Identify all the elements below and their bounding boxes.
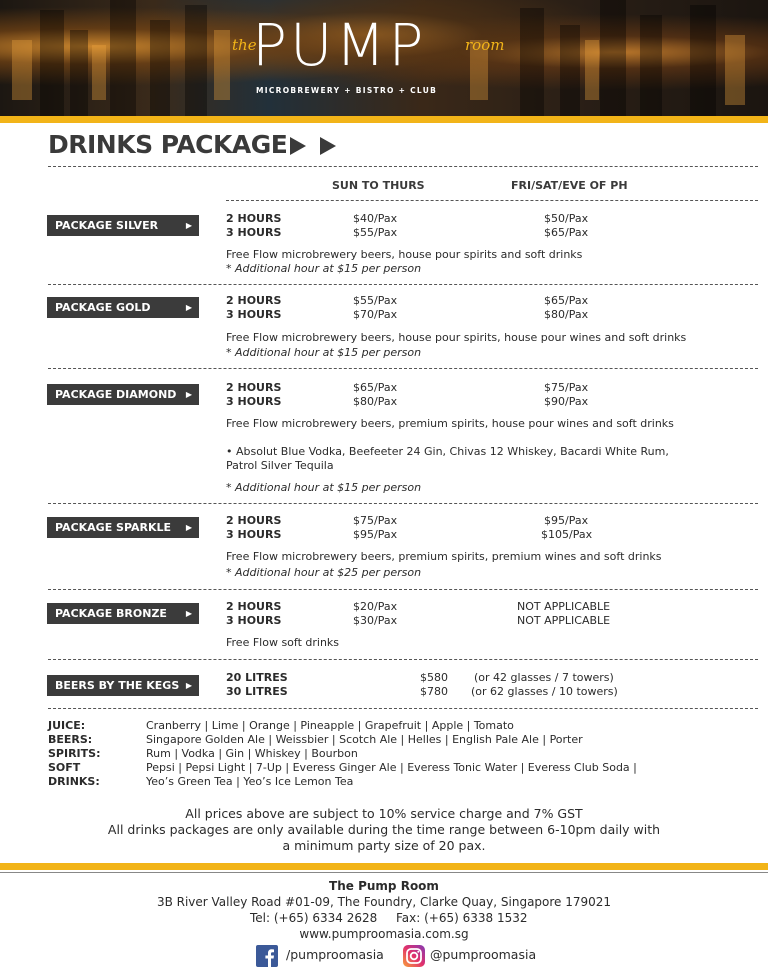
price-weekend: NOT APPLICABLE <box>517 614 611 627</box>
facebook-icon <box>256 945 278 967</box>
double-arrow-icon <box>290 136 340 156</box>
package-diamond-label: PACKAGE DIAMOND ▶ <box>47 384 199 405</box>
play-arrow-icon: ▶ <box>185 303 192 312</box>
terms-line: a minimum party size of 20 pax. <box>282 838 486 853</box>
divider <box>226 200 758 201</box>
keg-price: $780 <box>420 685 448 698</box>
package-bronze-label: PACKAGE BRONZE ▶ <box>47 603 199 624</box>
package-description: Free Flow microbrewery beers, house pour spirits, house pour wines and soft drinks <box>226 331 687 344</box>
duration: 2 HOURS <box>226 514 282 527</box>
package-note: * Additional hour at $15 per person <box>226 481 422 494</box>
price-weekend: NOT APPLICABLE <box>517 600 611 613</box>
footer-accent-bar <box>0 863 768 870</box>
website-link[interactable]: www.pumproomasia.com.sg <box>299 927 469 941</box>
duration: 2 HOURS <box>226 294 282 307</box>
beers-list: Singapore Golden Ale | Weissbier | Scotch Ale | Helles | English Pale Ale | Porter <box>146 733 583 746</box>
terms-line: All drinks packages are only available during the time range between 6-10pm daily with <box>107 822 661 837</box>
keg-size: 20 LITRES <box>226 671 288 684</box>
package-note: * Additional hour at $15 per person <box>226 346 422 359</box>
package-description: Free Flow microbrewery beers, premium spirits, premium wines and soft drinks <box>226 550 662 563</box>
price-weekend: $80/Pax <box>544 308 589 321</box>
play-arrow-icon: ▶ <box>185 221 192 230</box>
terms-line: All prices above are subject to 10% service charge and 7% GST <box>185 806 583 821</box>
venue-address: 3B River Valley Road #01-09, The Foundry, Clarke Quay, Singapore 179021 <box>156 895 612 909</box>
soft-drinks-label: DRINKS: <box>48 775 100 788</box>
package-description: Free Flow microbrewery beers, premium spirits, house pour wines and soft drinks <box>226 417 674 430</box>
keg-detail: (or 62 glasses / 10 towers) <box>471 685 618 698</box>
divider <box>48 503 758 504</box>
package-description: Free Flow microbrewery beers, house pour spirits and soft drinks <box>226 248 583 261</box>
premium-spirits-list: Patrol Silver Tequila <box>226 459 334 472</box>
divider <box>48 589 758 590</box>
price-weekend: $90/Pax <box>544 395 589 408</box>
divider <box>48 659 758 660</box>
footer-divider <box>0 872 768 873</box>
price-weekday: $65/Pax <box>353 381 398 394</box>
price-weekend: $95/Pax <box>544 514 589 527</box>
logo-pump-text: PUMP <box>252 11 427 79</box>
logo-the-text: the <box>232 36 257 54</box>
facebook-handle: /pumproomasia <box>286 947 384 962</box>
facebook-link[interactable] <box>256 945 396 967</box>
soft-drinks-label: SOFT <box>48 761 81 774</box>
duration: 2 HOURS <box>226 600 282 613</box>
header-banner <box>0 0 768 116</box>
price-weekday: $40/Pax <box>353 212 398 225</box>
instagram-icon <box>403 945 425 967</box>
price-weekend: $65/Pax <box>544 294 589 307</box>
duration: 2 HOURS <box>226 212 282 225</box>
spirits-label: SPIRITS: <box>48 747 101 760</box>
price-weekday: $70/Pax <box>353 308 398 321</box>
price-weekday: $95/Pax <box>353 528 398 541</box>
duration: 2 HOURS <box>226 381 282 394</box>
beers-by-kegs-label: BEERS BY THE KEGS ▶ <box>47 675 199 696</box>
juice-list: Cranberry | Lime | Orange | Pineapple | Grapefruit | Apple | Tomato <box>146 719 514 732</box>
divider <box>48 368 758 369</box>
instagram-handle: @pumproomasia <box>430 947 537 962</box>
play-arrow-icon: ▶ <box>185 609 192 618</box>
price-weekend: $50/Pax <box>544 212 589 225</box>
divider <box>48 708 758 709</box>
price-weekday: $20/Pax <box>353 600 398 613</box>
header-accent-bar <box>0 116 768 123</box>
price-weekday: $30/Pax <box>353 614 398 627</box>
package-note: * Additional hour at $25 per person <box>226 566 422 579</box>
price-weekday: $80/Pax <box>353 395 398 408</box>
play-arrow-icon: ▶ <box>185 681 192 690</box>
package-gold-label: PACKAGE GOLD ▶ <box>47 297 199 318</box>
column-header-weekday: SUN TO THURS <box>332 179 425 192</box>
duration: 3 HOURS <box>226 395 282 408</box>
play-arrow-icon: ▶ <box>185 390 192 399</box>
column-header-weekend: FRI/SAT/EVE OF PH <box>511 179 628 192</box>
divider <box>48 284 758 285</box>
juice-label: JUICE: <box>48 719 86 732</box>
price-weekend: $65/Pax <box>544 226 589 239</box>
logo-tagline: MICROBREWERY + BISTRO + CLUB <box>256 86 438 95</box>
duration: 3 HOURS <box>226 226 282 239</box>
duration: 3 HOURS <box>226 528 282 541</box>
keg-price: $580 <box>420 671 448 684</box>
duration: 3 HOURS <box>226 308 282 321</box>
logo-room-text: room <box>465 36 505 54</box>
duration: 3 HOURS <box>226 614 282 627</box>
package-description: Free Flow soft drinks <box>226 636 340 649</box>
price-weekday: $55/Pax <box>353 226 398 239</box>
page-title: DRINKS PACKAGE <box>48 130 288 159</box>
play-arrow-icon: ▶ <box>185 523 192 532</box>
price-weekend: $75/Pax <box>544 381 589 394</box>
instagram-link[interactable] <box>403 945 543 967</box>
telephone[interactable]: Tel: (+65) 6334 2628 <box>250 911 378 925</box>
premium-spirits-list: • Absolut Blue Vodka, Beefeeter 24 Gin, Chivas 12 Whiskey, Bacardi White Rum, <box>226 445 669 458</box>
price-weekday: $55/Pax <box>353 294 398 307</box>
price-weekend: $105/Pax <box>541 528 593 541</box>
keg-size: 30 LITRES <box>226 685 288 698</box>
package-note: * Additional hour at $15 per person <box>226 262 422 275</box>
venue-name: The Pump Room <box>329 879 439 893</box>
price-weekday: $75/Pax <box>353 514 398 527</box>
keg-detail: (or 42 glasses / 7 towers) <box>474 671 614 684</box>
divider <box>48 166 758 167</box>
soft-drinks-list: Yeo’s Green Tea | Yeo’s Ice Lemon Tea <box>146 775 354 788</box>
soft-drinks-list: Pepsi | Pepsi Light | 7-Up | Everess Ginger Ale | Everess Tonic Water | Everess Club Soda | <box>146 761 637 774</box>
package-sparkle-label: PACKAGE SPARKLE ▶ <box>47 517 199 538</box>
beers-label: BEERS: <box>48 733 93 746</box>
package-silver-label: PACKAGE SILVER ▶ <box>47 215 199 236</box>
spirits-list: Rum | Vodka | Gin | Whiskey | Bourbon <box>146 747 358 760</box>
fax: Fax: (+65) 6338 1532 <box>396 911 528 925</box>
